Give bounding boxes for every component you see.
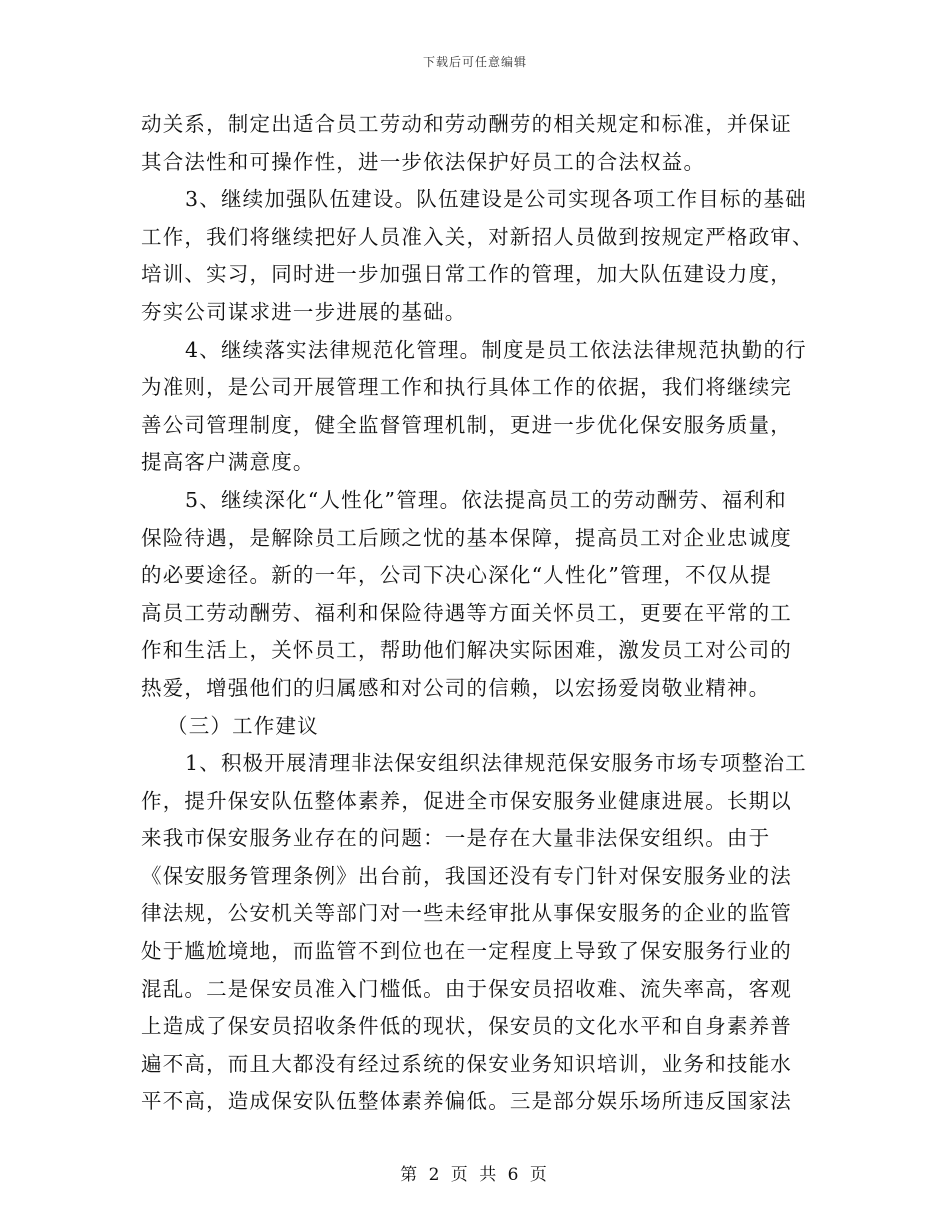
body-line: 保险待遇，是解除员工后顾之忧的基本保障，提高员工对企业忠诚度 [141, 525, 792, 550]
document-body [141, 106, 816, 1121]
body-line: 善公司管理制度，健全监督管理机制，更进一步优化保安服务质量， [141, 412, 792, 437]
body-line: 平不高，造成保安队伍整体素养偏低。三是部分娱乐场所违反国家法 [141, 1089, 792, 1114]
body-line: 夯实公司谋求进一步进展的基础。 [141, 299, 467, 324]
body-line: 遍不高，而且大都没有经过系统的保安业务知识培训，业务和技能水 [141, 1051, 792, 1076]
body-line: 混乱。二是保安员准入门槛低。由于保安员招收难、流失率高，客观 [141, 976, 792, 1001]
section-heading: （三）工作建议 [167, 713, 319, 738]
body-line: 的必要途径。新的一年，公司下决心深化“人性化”管理，不仅从提 [141, 563, 772, 588]
body-line: 工作，我们将继续把好人员准入关，对新招人员做到按规定严格政审、 [141, 224, 814, 249]
paragraph-start-line: 1、积极开展清理非法保安组织法律规范保安服务市场专项整治工 [185, 751, 807, 776]
body-line: 动关系，制定出适合员工劳动和劳动酬劳的相关规定和标准，并保证 [141, 112, 792, 136]
page-number-footer: 第 2 页 共 6 页 [400, 1165, 550, 1185]
paragraph-start-line: 3、继续加强队伍建设。队伍建设是公司实现各项工作目标的基础 [185, 187, 807, 212]
page-header: 下载后可任意编辑 [422, 55, 527, 69]
body-line: 作和生活上，关怀员工，帮助他们解决实际困难，激发员工对公司的 [141, 638, 792, 663]
body-line: 为准则，是公司开展管理工作和执行具体工作的依据，我们将继续完 [141, 375, 792, 400]
body-line: 《保安服务管理条例》出台前，我国还没有专门针对保安服务业的法 [141, 863, 792, 888]
body-line: 热爱，增强他们的归属感和对公司的信赖，以宏扬爱岗敬业精神。 [141, 675, 771, 700]
body-line: 上造成了保安员招收条件低的现状，保安员的文化水平和自身素养普 [141, 1014, 792, 1039]
body-line: 来我市保安服务业存在的问题：一是存在大量非法保安组织。由于 [141, 826, 771, 851]
body-line: 提高客户满意度。 [141, 450, 315, 475]
body-line: 其合法性和可操作性，进一步依法保护好员工的合法权益。 [141, 149, 706, 174]
body-line: 作，提升保安队伍整体素养，促进全市保安服务业健康进展。长期以 [141, 788, 792, 813]
body-line: 培训、实习，同时进一步加强日常工作的管理，加大队伍建设力度， [141, 262, 792, 287]
paragraph-start-line: 4、继续落实法律规范化管理。制度是员工依法法律规范执勤的行 [185, 337, 807, 362]
body-line: 处于尴尬境地，而监管不到位也在一定程度上导致了保安服务行业的 [141, 939, 792, 964]
body-line: 律法规，公安机关等部门对一些未经审批从事保安服务的企业的监管 [141, 901, 792, 926]
paragraph-start-line: 5、继续深化“人性化”管理。依法提高员工的劳动酬劳、福利和 [185, 487, 787, 512]
body-line: 高员工劳动酬劳、福利和保险待遇等方面关怀员工，更要在平常的工 [141, 600, 792, 625]
